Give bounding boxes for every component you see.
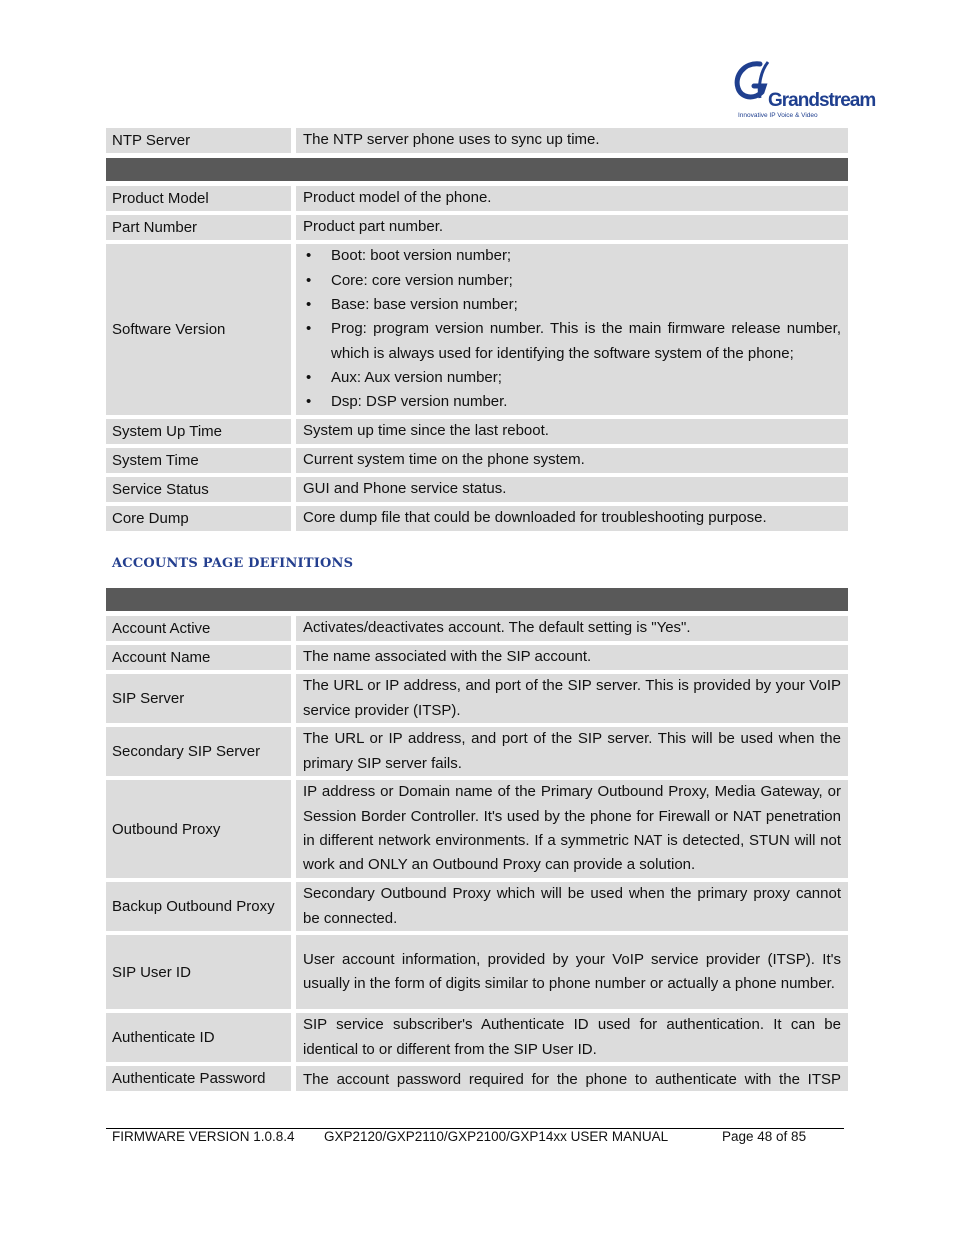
list-item: • Prog: program version number. This is the main firmware release number, which is always used for identifying the software system of the phone; <box>303 317 841 366</box>
row-description: SIP service subscriber's Authenticate ID used for authentication. It can be identical to or different from the SIP User ID. <box>296 1013 848 1062</box>
row-label: Outbound Proxy <box>106 780 291 878</box>
footer-firmware: FIRMWARE VERSION 1.0.8.4 <box>112 1129 295 1144</box>
row-label: Account Name <box>106 645 291 670</box>
table-row <box>106 448 848 473</box>
footer-page-number: Page 48 of 85 <box>722 1129 807 1144</box>
row-label: System Time <box>106 448 291 473</box>
table-network-status <box>106 128 848 153</box>
list-item: • Aux: Aux version number; <box>303 366 841 390</box>
table-accounts <box>106 588 848 1091</box>
table-row <box>106 1013 848 1062</box>
software-version-list <box>303 244 841 414</box>
table-header-bar <box>106 158 848 181</box>
row-label: Service Status <box>106 477 291 502</box>
table-row <box>106 674 848 723</box>
row-label: Product Model <box>106 186 291 211</box>
row-description: Secondary Outbound Proxy which will be used when the primary proxy cannot be connected. <box>296 882 848 931</box>
row-description: The URL or IP address, and port of the SIP server. This is provided by your VoIP service provider (ITSP). <box>296 674 848 723</box>
row-label: SIP User ID <box>106 935 291 1009</box>
table-system-info <box>106 158 848 531</box>
table-row <box>106 419 848 444</box>
list-item: • Core: core version number; <box>303 269 841 293</box>
table-row <box>106 244 848 415</box>
logo-brand: Grandstream <box>768 90 876 111</box>
row-label: NTP Server <box>106 128 291 153</box>
table-row <box>106 506 848 531</box>
row-description: The account password required for the phone to authenticate with the ITSP <box>296 1066 848 1091</box>
row-description: Current system time on the phone system. <box>296 448 848 473</box>
grandstream-logo <box>730 58 876 120</box>
row-description <box>296 244 848 415</box>
row-description: IP address or Domain name of the Primary Outbound Proxy, Media Gateway, or Session Border Controller. It's used by the phone for Firewall or NAT penetration in different network environments. If a symmetric NAT is detected, STUN will not work and ONLY an Outbound Proxy can provide a solution. <box>296 780 848 878</box>
row-description: User account information, provided by your VoIP service provider (ITSP). It's usually in the form of digits similar to phone number or actually a phone number. <box>296 935 848 1009</box>
table-row <box>106 780 848 878</box>
table-row <box>106 727 848 776</box>
logo-tagline: Innovative IP Voice & Video <box>738 112 818 119</box>
table-row <box>106 186 848 211</box>
row-label: Backup Outbound Proxy <box>106 882 291 931</box>
row-description: Core dump file that could be downloaded for troubleshooting purpose. <box>296 506 848 531</box>
row-description: The URL or IP address, and port of the SIP server. This will be used when the primary SIP server fails. <box>296 727 848 776</box>
row-label: Part Number <box>106 215 291 240</box>
list-item: • Base: base version number; <box>303 293 841 317</box>
footer-manual-title: GXP2120/GXP2110/GXP2100/GXP14xx USER MANUAL <box>324 1129 669 1144</box>
row-description: Product model of the phone. <box>296 186 848 211</box>
table-row <box>106 1066 848 1091</box>
row-label: System Up Time <box>106 419 291 444</box>
row-label: Software Version <box>106 244 291 415</box>
list-item: • Dsp: DSP version number. <box>303 390 841 414</box>
table-header-bar <box>106 588 848 611</box>
row-description: The NTP server phone uses to sync up time. <box>296 128 848 153</box>
row-description: System up time since the last reboot. <box>296 419 848 444</box>
row-label: SIP Server <box>106 674 291 723</box>
row-label: Core Dump <box>106 506 291 531</box>
table-row <box>106 215 848 240</box>
row-label: Account Active <box>106 616 291 641</box>
row-description: Product part number. <box>296 215 848 240</box>
row-label: Authenticate Password <box>106 1066 291 1091</box>
table-row <box>106 645 848 670</box>
row-label: Secondary SIP Server <box>106 727 291 776</box>
row-description: The name associated with the SIP account. <box>296 645 848 670</box>
list-item: • Boot: boot version number; <box>303 244 841 268</box>
table-row <box>106 128 848 153</box>
row-description: GUI and Phone service status. <box>296 477 848 502</box>
section-heading: ACCOUNTS PAGE DEFINITIONS <box>112 556 354 571</box>
row-description: Activates/deactivates account. The default setting is "Yes". <box>296 616 848 641</box>
table-row <box>106 882 848 931</box>
table-row <box>106 616 848 641</box>
table-row <box>106 477 848 502</box>
row-label: Authenticate ID <box>106 1013 291 1062</box>
table-row <box>106 935 848 1009</box>
